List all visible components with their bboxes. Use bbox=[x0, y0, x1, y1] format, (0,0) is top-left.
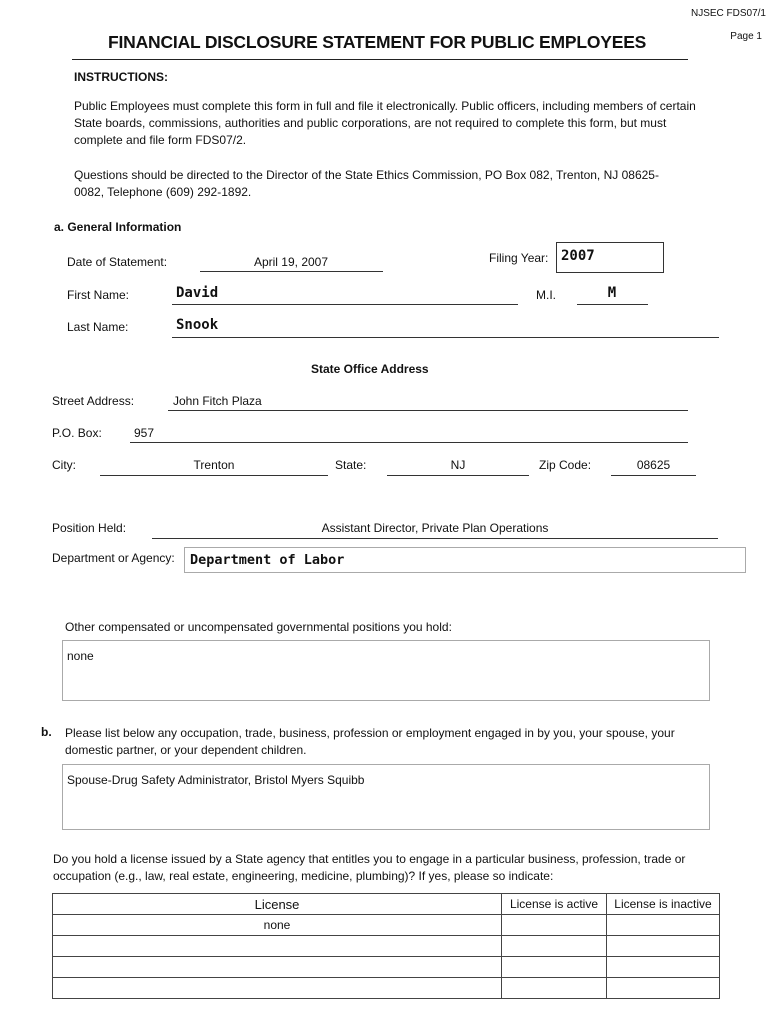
table-row bbox=[53, 957, 720, 978]
position-underline bbox=[152, 538, 718, 539]
first-name-underline bbox=[172, 304, 518, 305]
license-header: License bbox=[53, 894, 502, 915]
zip-label: Zip Code: bbox=[539, 458, 592, 472]
license-cell[interactable] bbox=[53, 936, 502, 957]
first-name-label: First Name: bbox=[67, 288, 130, 302]
instructions-paragraph-1: Public Employees must complete this form in full and file it electronically. Public officers, including members of certain State boards, commissions, authorities and public corporations, are not required to complete this form, but must complete and file form FDS07/2. bbox=[74, 99, 696, 147]
position-field[interactable]: Assistant Director, Private Plan Operations bbox=[321, 521, 549, 535]
address-heading: State Office Address bbox=[311, 362, 429, 376]
department-value: Department of Labor bbox=[190, 552, 345, 568]
instructions-heading: INSTRUCTIONS: bbox=[74, 70, 168, 84]
city-label: City: bbox=[52, 458, 76, 472]
filing-year-label: Filing Year: bbox=[489, 251, 549, 265]
license-active-cell[interactable] bbox=[502, 978, 607, 999]
license-inactive-cell[interactable] bbox=[607, 978, 720, 999]
pobox-label: P.O. Box: bbox=[52, 426, 102, 440]
mi-underline bbox=[577, 304, 648, 305]
department-field[interactable] bbox=[184, 547, 746, 573]
occupation-field[interactable] bbox=[62, 764, 710, 830]
license-inactive-header: License is inactive bbox=[607, 894, 720, 915]
other-positions-field[interactable] bbox=[62, 640, 710, 701]
general-info-heading: a. General Information bbox=[54, 220, 182, 234]
date-underline bbox=[200, 271, 383, 272]
street-label: Street Address: bbox=[52, 394, 135, 408]
occupation-prompt: Please list below any occupation, trade, business, profession or employment engaged in by you, your spouse, your domestic partner, or your dependent children. bbox=[65, 726, 675, 757]
zip-underline bbox=[611, 475, 696, 476]
mi-label: M.I. bbox=[536, 288, 556, 302]
license-active-cell[interactable] bbox=[502, 915, 607, 936]
license-active-cell[interactable] bbox=[502, 957, 607, 978]
license-cell[interactable]: none bbox=[53, 915, 502, 936]
license-prompt: Do you hold a license issued by a State agency that entitles you to engage in a particular business, profession, trade or occupation (e.g., law, real estate, engineering, medicine, plumbing)? If yes, please so indicate: bbox=[53, 852, 686, 883]
position-label: Position Held: bbox=[52, 521, 127, 535]
section-b-marker: b. bbox=[41, 725, 52, 739]
license-cell[interactable] bbox=[53, 978, 502, 999]
date-field[interactable]: April 19, 2007 bbox=[253, 255, 329, 269]
last-name-label: Last Name: bbox=[67, 320, 129, 334]
occupation-value: Spouse-Drug Safety Administrator, Bristol Myers Squibb bbox=[67, 773, 365, 787]
street-field[interactable]: John Fitch Plaza bbox=[173, 394, 262, 408]
department-label: Department or Agency: bbox=[52, 551, 175, 565]
license-inactive-cell[interactable] bbox=[607, 915, 720, 936]
page-number: Page 1 bbox=[730, 31, 762, 42]
license-table-header bbox=[53, 894, 720, 915]
license-active-header: License is active bbox=[502, 894, 607, 915]
date-label: Date of Statement: bbox=[67, 255, 168, 269]
first-name-field[interactable]: David bbox=[176, 285, 219, 301]
pobox-underline bbox=[130, 442, 688, 443]
state-underline bbox=[387, 475, 529, 476]
pobox-field[interactable]: 957 bbox=[134, 426, 155, 440]
license-active-cell[interactable] bbox=[502, 936, 607, 957]
form-title: FINANCIAL DISCLOSURE STATEMENT FOR PUBLIC EMPLOYEES bbox=[108, 32, 647, 52]
filing-year-value: 2007 bbox=[561, 248, 595, 264]
license-inactive-cell[interactable] bbox=[607, 957, 720, 978]
other-positions-value: none bbox=[67, 649, 94, 663]
zip-field[interactable]: 08625 bbox=[636, 458, 671, 472]
last-name-underline bbox=[172, 337, 719, 338]
city-field[interactable]: Trenton bbox=[193, 458, 235, 472]
license-cell[interactable] bbox=[53, 957, 502, 978]
table-row bbox=[53, 915, 720, 936]
filing-year-field[interactable] bbox=[556, 242, 664, 273]
table-row bbox=[53, 978, 720, 999]
form-code: NJSEC FDS07/1 bbox=[690, 8, 766, 19]
last-name-field[interactable]: Snook bbox=[176, 317, 219, 333]
street-underline bbox=[168, 410, 688, 411]
other-positions-label: Other compensated or uncompensated governmental positions you hold: bbox=[65, 620, 452, 634]
state-field[interactable]: NJ bbox=[450, 458, 466, 472]
city-underline bbox=[100, 475, 328, 476]
mi-field[interactable]: M bbox=[607, 285, 617, 301]
state-label: State: bbox=[335, 458, 367, 472]
license-inactive-cell[interactable] bbox=[607, 936, 720, 957]
table-row bbox=[53, 936, 720, 957]
license-table bbox=[52, 893, 720, 999]
instructions-paragraph-2: Questions should be directed to the Director of the State Ethics Commission, PO Box 082, Trenton, NJ 08625-0082, Telephone (609) 292-1892. bbox=[74, 168, 659, 199]
title-underline bbox=[72, 59, 688, 60]
